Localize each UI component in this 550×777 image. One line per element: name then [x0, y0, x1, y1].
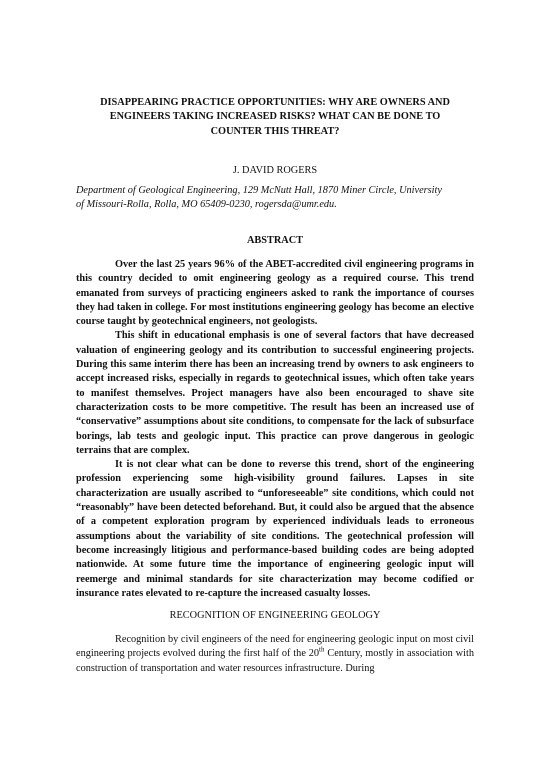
affiliation-line: of Missouri-Rolla, Rolla, MO 65409-0230, rogersda@umr.edu.	[76, 199, 337, 211]
abstract-body	[76, 258, 474, 601]
body-text-run: Century, mostly in association with construction of transportation and water resources infrastructure. During	[76, 648, 474, 674]
body-text-run: Recognition by civil engineers of the need for engineering geologic input on most civil engineering projects evolved during the first half of the 20	[76, 634, 474, 660]
section-heading: RECOGNITION OF ENGINEERING GEOLOGY	[169, 610, 381, 621]
body-paragraph	[76, 633, 474, 676]
abstract-paragraph: Over the last 25 years 96% of the ABET-accredited civil engineering programs in this country decided to omit engineering geology as a required course. This trend emanated from surveys of practicing engineers asked to rank the importance of courses they had taken in college. For most institutions engineering geology has become an elective course taught by geotechnical engineers, not geologists.	[76, 259, 474, 328]
paper-title	[76, 96, 474, 139]
author-affiliation	[76, 184, 474, 213]
affiliation-line: Department of Geological Engineering, 129 McNutt Hall, 1870 Miner Circle, University	[76, 185, 442, 196]
abstract-paragraph: This shift in educational emphasis is one of several factors that have decreased valuation of engineering geology and its contribution to successful engineering projects. During this same interim there has been an increasing trend by owners to ask engineers to accept increased risks, especially in regards to geotechnical issues, which often take years to manifest themselves. Project managers have also been encouraged to shave site characterization costs to be more competitive. The result has been an increased use of “conservative” assumptions about site conditions, to compensate for the lack of subsurface borings, lab tests and geologic input. This practice can prove dangerous in geologic terrains that are complex.	[76, 330, 474, 456]
title-line: DISAPPEARING PRACTICE OPPORTUNITIES: WHY ARE OWNERS AND	[100, 97, 450, 108]
superscript: th	[319, 645, 325, 654]
title-line: ENGINEERS TAKING INCREASED RISKS? WHAT CAN BE DONE TO	[109, 111, 441, 123]
abstract-heading: ABSTRACT	[246, 235, 304, 246]
title-line: COUNTER THIS THREAT?	[210, 125, 340, 137]
author-name: J. DAVID ROGERS	[232, 165, 318, 176]
body-text	[76, 633, 474, 676]
abstract-paragraph: It is not clear what can be done to reverse this trend, short of the engineering profession experiencing some high-visibility ground failures. Lapses in site characterization are usually ascribed to “unforeseeable” site conditions, which could not “reasonably” have been detected beforehand. But, it could also be argued that the absence of a competent exploration program by experienced individuals leads to erroneous assumptions about the variability of site conditions. The geotechnical profession will become increasingly litigious and performance-based building codes are being adopted nationwide. At some future time the importance of engineering geologic input will reemerge and minimal standards for site characterization may become codified or insurance rates elevated to re-capture the increased casualty losses.	[76, 459, 474, 599]
